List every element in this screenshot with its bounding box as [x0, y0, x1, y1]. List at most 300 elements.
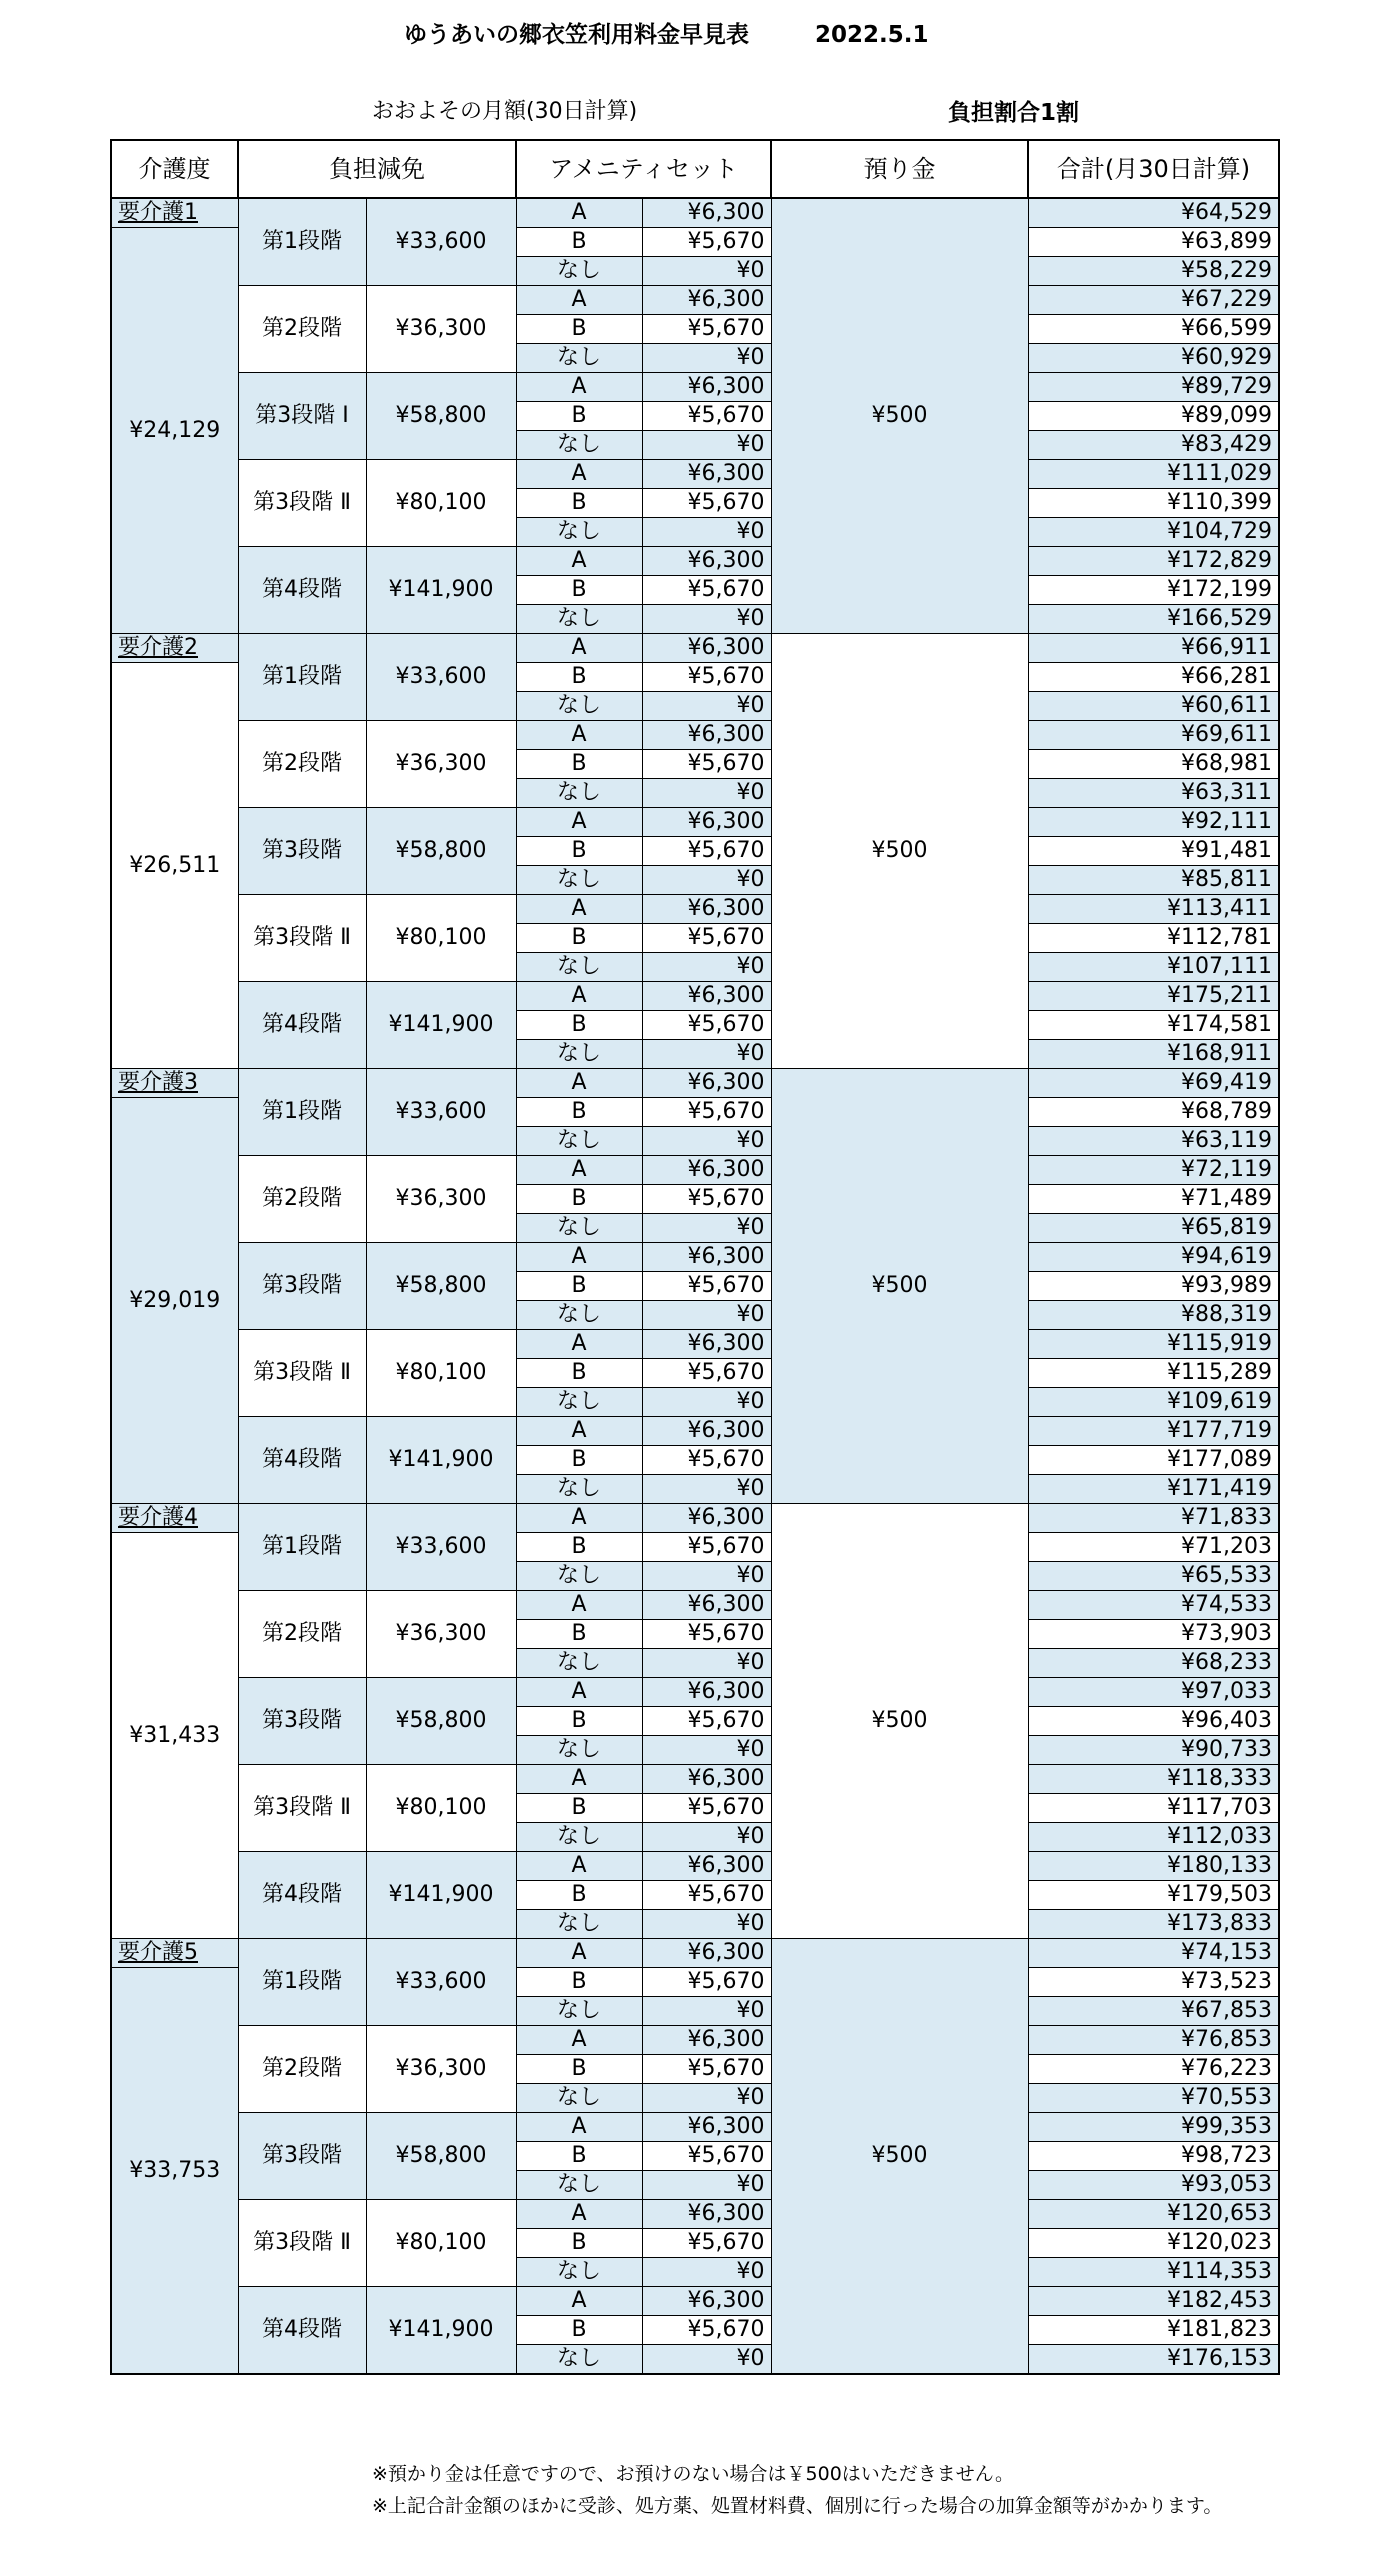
amenity-price: ¥0: [642, 1562, 771, 1591]
amenity-price: ¥5,670: [642, 1446, 771, 1475]
total-amount: ¥172,199: [1028, 576, 1279, 605]
total-amount: ¥58,229: [1028, 257, 1279, 286]
care-level-label: [111, 1069, 238, 1098]
amenity-type: なし: [516, 692, 642, 721]
stage-name: 第3段階: [238, 808, 366, 895]
subtitle-monthly: おおよその月額(30日計算): [372, 99, 638, 124]
total-amount: ¥71,203: [1028, 1533, 1279, 1562]
total-amount: ¥73,523: [1028, 1968, 1279, 1997]
amenity-price: ¥0: [642, 1910, 771, 1939]
amenity-price: ¥5,670: [642, 1968, 771, 1997]
stage-name: 第3段階: [238, 2113, 366, 2200]
stage-fee: ¥36,300: [366, 721, 516, 808]
total-amount: ¥171,419: [1028, 1475, 1279, 1504]
stage-fee: ¥36,300: [366, 286, 516, 373]
total-amount: ¥63,119: [1028, 1127, 1279, 1156]
table-row: [111, 1417, 1279, 1446]
amenity-price: ¥5,670: [642, 1185, 771, 1214]
amenity-price: ¥6,300: [642, 808, 771, 837]
stage-fee: ¥141,900: [366, 1852, 516, 1939]
amenity-type: B: [516, 2229, 642, 2258]
amenity-type: A: [516, 286, 642, 315]
care-level-label: [111, 634, 238, 663]
amenity-type: A: [516, 1069, 642, 1098]
stage-fee: ¥33,600: [366, 198, 516, 286]
stage-fee: ¥80,100: [366, 2200, 516, 2287]
amenity-type: なし: [516, 518, 642, 547]
amenity-type: なし: [516, 2171, 642, 2200]
amenity-type: A: [516, 2200, 642, 2229]
table-row: [111, 808, 1279, 837]
amenity-price: ¥6,300: [642, 1939, 771, 1968]
care-level-text: 要介護2: [118, 635, 198, 660]
amenity-price: ¥0: [642, 953, 771, 982]
col-header-deposit: 預り金: [771, 140, 1028, 198]
total-amount: ¥120,653: [1028, 2200, 1279, 2229]
amenity-type: A: [516, 808, 642, 837]
amenity-type: B: [516, 2316, 642, 2345]
stage-fee: ¥80,100: [366, 1765, 516, 1852]
deposit-amount: ¥500: [771, 634, 1028, 1069]
amenity-price: ¥5,670: [642, 1794, 771, 1823]
total-amount: ¥166,529: [1028, 605, 1279, 634]
amenity-type: A: [516, 1504, 642, 1533]
amenity-price: ¥6,300: [642, 286, 771, 315]
fee-table: [110, 139, 1280, 2375]
amenity-price: ¥6,300: [642, 1417, 771, 1446]
total-amount: ¥74,153: [1028, 1939, 1279, 1968]
amenity-type: A: [516, 547, 642, 576]
amenity-price: ¥5,670: [642, 402, 771, 431]
amenity-price: ¥0: [642, 1736, 771, 1765]
amenity-price: ¥0: [642, 2171, 771, 2200]
stage-name: 第1段階: [238, 1069, 366, 1156]
amenity-type: B: [516, 1533, 642, 1562]
amenity-type: なし: [516, 605, 642, 634]
amenity-type: A: [516, 2026, 642, 2055]
stage-name: 第1段階: [238, 1939, 366, 2026]
amenity-price: ¥0: [642, 518, 771, 547]
total-amount: ¥70,553: [1028, 2084, 1279, 2113]
total-amount: ¥115,919: [1028, 1330, 1279, 1359]
stage-fee: ¥36,300: [366, 1156, 516, 1243]
table-row: [111, 1330, 1279, 1359]
stage-fee: ¥141,900: [366, 2287, 516, 2375]
amenity-type: B: [516, 1446, 642, 1475]
amenity-price: ¥6,300: [642, 2026, 771, 2055]
amenity-price: ¥5,670: [642, 663, 771, 692]
total-amount: ¥66,281: [1028, 663, 1279, 692]
amenity-type: なし: [516, 1649, 642, 1678]
deposit-amount: ¥500: [771, 1939, 1028, 2375]
amenity-price: ¥5,670: [642, 228, 771, 257]
amenity-type: B: [516, 1620, 642, 1649]
total-amount: ¥176,153: [1028, 2345, 1279, 2375]
amenity-type: なし: [516, 1388, 642, 1417]
total-amount: ¥66,911: [1028, 634, 1279, 663]
amenity-type: A: [516, 1939, 642, 1968]
amenity-price: ¥0: [642, 1997, 771, 2026]
amenity-price: ¥6,300: [642, 2200, 771, 2229]
total-amount: ¥90,733: [1028, 1736, 1279, 1765]
stage-name: 第2段階: [238, 721, 366, 808]
amenity-type: B: [516, 1794, 642, 1823]
stage-name: 第3段階 Ⅱ: [238, 2200, 366, 2287]
table-row: [111, 982, 1279, 1011]
stage-fee: ¥80,100: [366, 895, 516, 982]
total-amount: ¥181,823: [1028, 2316, 1279, 2345]
amenity-price: ¥6,300: [642, 1678, 771, 1707]
amenity-price: ¥6,300: [642, 1591, 771, 1620]
amenity-type: A: [516, 634, 642, 663]
table-row: [111, 2287, 1279, 2316]
amenity-price: ¥6,300: [642, 634, 771, 663]
total-amount: ¥110,399: [1028, 489, 1279, 518]
care-level-amount: ¥31,433: [111, 1533, 238, 1939]
total-amount: ¥68,233: [1028, 1649, 1279, 1678]
total-amount: ¥92,111: [1028, 808, 1279, 837]
amenity-type: なし: [516, 1214, 642, 1243]
amenity-type: なし: [516, 1475, 642, 1504]
amenity-type: なし: [516, 953, 642, 982]
care-level-label: [111, 1939, 238, 1968]
amenity-type: なし: [516, 779, 642, 808]
amenity-price: ¥6,300: [642, 1330, 771, 1359]
amenity-type: B: [516, 924, 642, 953]
amenity-price: ¥6,300: [642, 1156, 771, 1185]
amenity-type: なし: [516, 431, 642, 460]
total-amount: ¥112,781: [1028, 924, 1279, 953]
table-row: [111, 1852, 1279, 1881]
total-amount: ¥68,789: [1028, 1098, 1279, 1127]
amenity-price: ¥0: [642, 257, 771, 286]
total-amount: ¥177,719: [1028, 1417, 1279, 1446]
subtitle-burden-ratio: 負担割合1割: [948, 100, 1080, 126]
total-amount: ¥177,089: [1028, 1446, 1279, 1475]
table-header-row: [111, 140, 1279, 198]
total-amount: ¥107,111: [1028, 953, 1279, 982]
amenity-price: ¥6,300: [642, 1765, 771, 1794]
amenity-price: ¥6,300: [642, 982, 771, 1011]
care-level-text: 要介護1: [118, 200, 198, 225]
total-amount: ¥109,619: [1028, 1388, 1279, 1417]
table-row: [111, 721, 1279, 750]
care-level-label: [111, 198, 238, 228]
total-amount: ¥97,033: [1028, 1678, 1279, 1707]
total-amount: ¥60,929: [1028, 344, 1279, 373]
amenity-type: なし: [516, 866, 642, 895]
amenity-price: ¥5,670: [642, 924, 771, 953]
amenity-price: ¥6,300: [642, 1852, 771, 1881]
table-row: [111, 460, 1279, 489]
table-row: [111, 373, 1279, 402]
amenity-price: ¥6,300: [642, 721, 771, 750]
amenity-type: B: [516, 750, 642, 779]
stage-fee: ¥36,300: [366, 1591, 516, 1678]
amenity-type: なし: [516, 2345, 642, 2375]
total-amount: ¥69,611: [1028, 721, 1279, 750]
fee-table-body: [111, 198, 1279, 2374]
care-level-amount: ¥33,753: [111, 1968, 238, 2375]
amenity-price: ¥5,670: [642, 1359, 771, 1388]
stage-name: 第4段階: [238, 1417, 366, 1504]
amenity-type: B: [516, 1968, 642, 1997]
amenity-type: なし: [516, 1823, 642, 1852]
table-row: [111, 2200, 1279, 2229]
stage-name: 第3段階 Ⅱ: [238, 1330, 366, 1417]
amenity-price: ¥6,300: [642, 2113, 771, 2142]
col-header-burden-reduction: 負担減免: [238, 140, 516, 198]
amenity-type: A: [516, 198, 642, 228]
total-amount: ¥76,853: [1028, 2026, 1279, 2055]
table-row: [111, 286, 1279, 315]
amenity-price: ¥5,670: [642, 1881, 771, 1910]
total-amount: ¥117,703: [1028, 1794, 1279, 1823]
amenity-type: なし: [516, 344, 642, 373]
deposit-amount: ¥500: [771, 1504, 1028, 1939]
amenity-price: ¥5,670: [642, 2055, 771, 2084]
total-amount: ¥65,819: [1028, 1214, 1279, 1243]
amenity-type: なし: [516, 1736, 642, 1765]
stage-fee: ¥33,600: [366, 634, 516, 721]
amenity-price: ¥5,670: [642, 1098, 771, 1127]
amenity-price: ¥5,670: [642, 489, 771, 518]
total-amount: ¥89,729: [1028, 373, 1279, 402]
amenity-price: ¥0: [642, 2084, 771, 2113]
amenity-price: ¥6,300: [642, 460, 771, 489]
amenity-type: なし: [516, 1997, 642, 2026]
amenity-type: B: [516, 1185, 642, 1214]
care-level-amount: ¥24,129: [111, 228, 238, 634]
amenity-type: B: [516, 1707, 642, 1736]
amenity-price: ¥5,670: [642, 1533, 771, 1562]
stage-fee: ¥141,900: [366, 1417, 516, 1504]
total-amount: ¥68,981: [1028, 750, 1279, 779]
amenity-type: A: [516, 1243, 642, 1272]
care-level-amount: ¥26,511: [111, 663, 238, 1069]
amenity-price: ¥0: [642, 2258, 771, 2287]
amenity-price: ¥0: [642, 1823, 771, 1852]
total-amount: ¥72,119: [1028, 1156, 1279, 1185]
total-amount: ¥63,899: [1028, 228, 1279, 257]
total-amount: ¥93,053: [1028, 2171, 1279, 2200]
amenity-type: B: [516, 2142, 642, 2171]
amenity-type: B: [516, 1011, 642, 1040]
total-amount: ¥182,453: [1028, 2287, 1279, 2316]
amenity-price: ¥0: [642, 692, 771, 721]
total-amount: ¥113,411: [1028, 895, 1279, 924]
total-amount: ¥85,811: [1028, 866, 1279, 895]
total-amount: ¥73,903: [1028, 1620, 1279, 1649]
stage-fee: ¥58,800: [366, 1243, 516, 1330]
amenity-type: B: [516, 837, 642, 866]
amenity-type: なし: [516, 1127, 642, 1156]
stage-fee: ¥58,800: [366, 373, 516, 460]
total-amount: ¥67,853: [1028, 1997, 1279, 2026]
total-amount: ¥65,533: [1028, 1562, 1279, 1591]
total-amount: ¥74,533: [1028, 1591, 1279, 1620]
amenity-type: B: [516, 663, 642, 692]
total-amount: ¥174,581: [1028, 1011, 1279, 1040]
total-amount: ¥111,029: [1028, 460, 1279, 489]
amenity-price: ¥5,670: [642, 2316, 771, 2345]
total-amount: ¥89,099: [1028, 402, 1279, 431]
table-row: [111, 1939, 1279, 1968]
stage-name: 第1段階: [238, 1504, 366, 1591]
total-amount: ¥71,833: [1028, 1504, 1279, 1533]
table-row: [111, 2113, 1279, 2142]
amenity-type: A: [516, 2287, 642, 2316]
stage-name: 第3段階: [238, 1678, 366, 1765]
total-amount: ¥96,403: [1028, 1707, 1279, 1736]
amenity-price: ¥5,670: [642, 2142, 771, 2171]
stage-fee: ¥33,600: [366, 1069, 516, 1156]
amenity-type: A: [516, 1591, 642, 1620]
total-amount: ¥175,211: [1028, 982, 1279, 1011]
amenity-price: ¥6,300: [642, 373, 771, 402]
stage-name: 第3段階 Ⅱ: [238, 460, 366, 547]
total-amount: ¥60,611: [1028, 692, 1279, 721]
amenity-price: ¥0: [642, 866, 771, 895]
amenity-type: B: [516, 576, 642, 605]
stage-name: 第2段階: [238, 286, 366, 373]
table-row: [111, 198, 1279, 228]
stage-fee: ¥141,900: [366, 547, 516, 634]
total-amount: ¥67,229: [1028, 286, 1279, 315]
col-header-amenity-set: アメニティセット: [516, 140, 771, 198]
amenity-price: ¥6,300: [642, 1504, 771, 1533]
amenity-type: A: [516, 1417, 642, 1446]
amenity-type: B: [516, 1359, 642, 1388]
col-header-total: 合計(月30日計算): [1028, 140, 1279, 198]
amenity-type: A: [516, 1156, 642, 1185]
total-amount: ¥120,023: [1028, 2229, 1279, 2258]
amenity-type: B: [516, 2055, 642, 2084]
stage-fee: ¥80,100: [366, 460, 516, 547]
stage-fee: ¥80,100: [366, 1330, 516, 1417]
amenity-type: B: [516, 1881, 642, 1910]
amenity-price: ¥6,300: [642, 198, 771, 228]
col-header-care-level: 介護度: [111, 140, 238, 198]
stage-fee: ¥58,800: [366, 808, 516, 895]
table-row: [111, 1678, 1279, 1707]
amenity-price: ¥5,670: [642, 1272, 771, 1301]
stage-name: 第1段階: [238, 198, 366, 286]
amenity-price: ¥0: [642, 344, 771, 373]
deposit-amount: ¥500: [771, 1069, 1028, 1504]
amenity-price: ¥5,670: [642, 837, 771, 866]
amenity-price: ¥0: [642, 605, 771, 634]
total-amount: ¥172,829: [1028, 547, 1279, 576]
amenity-price: ¥5,670: [642, 1620, 771, 1649]
amenity-price: ¥0: [642, 1649, 771, 1678]
amenity-type: A: [516, 1852, 642, 1881]
table-row: [111, 2026, 1279, 2055]
amenity-type: B: [516, 402, 642, 431]
stage-name: 第4段階: [238, 1852, 366, 1939]
care-level-text: 要介護5: [118, 1940, 198, 1965]
table-row: [111, 1156, 1279, 1185]
total-amount: ¥93,989: [1028, 1272, 1279, 1301]
amenity-type: A: [516, 373, 642, 402]
footnote-extra-costs: ※上記合計金額のほかに受診、処方薬、処置材料費、個別に行った場合の加算金額等がかかります。: [372, 2495, 1223, 2517]
amenity-type: なし: [516, 1040, 642, 1069]
total-amount: ¥179,503: [1028, 1881, 1279, 1910]
amenity-price: ¥5,670: [642, 315, 771, 344]
amenity-price: ¥5,670: [642, 1707, 771, 1736]
total-amount: ¥63,311: [1028, 779, 1279, 808]
amenity-price: ¥5,670: [642, 576, 771, 605]
table-row: [111, 1504, 1279, 1533]
amenity-type: なし: [516, 2084, 642, 2113]
amenity-price: ¥0: [642, 1388, 771, 1417]
stage-name: 第3段階 Ⅱ: [238, 895, 366, 982]
total-amount: ¥64,529: [1028, 198, 1279, 228]
title-date: 2022.5.1: [815, 22, 929, 48]
footnote-deposit: ※預かり金は任意ですので、お預けのない場合は￥500はいただきません。: [372, 2463, 1014, 2485]
table-row: [111, 895, 1279, 924]
stage-name: 第3段階 Ⅱ: [238, 1765, 366, 1852]
total-amount: ¥83,429: [1028, 431, 1279, 460]
table-row: [111, 634, 1279, 663]
amenity-price: ¥5,670: [642, 750, 771, 779]
amenity-type: B: [516, 489, 642, 518]
amenity-type: A: [516, 895, 642, 924]
amenity-price: ¥5,670: [642, 2229, 771, 2258]
table-row: [111, 1069, 1279, 1098]
amenity-type: A: [516, 460, 642, 489]
amenity-type: B: [516, 1272, 642, 1301]
stage-name: 第3段階: [238, 1243, 366, 1330]
total-amount: ¥88,319: [1028, 1301, 1279, 1330]
stage-name: 第1段階: [238, 634, 366, 721]
amenity-type: なし: [516, 1910, 642, 1939]
amenity-price: ¥0: [642, 1214, 771, 1243]
amenity-type: A: [516, 1330, 642, 1359]
amenity-type: A: [516, 1678, 642, 1707]
table-row: [111, 1243, 1279, 1272]
care-level-label: [111, 1504, 238, 1533]
deposit-amount: ¥500: [771, 198, 1028, 634]
total-amount: ¥76,223: [1028, 2055, 1279, 2084]
amenity-type: なし: [516, 1562, 642, 1591]
stage-name: 第4段階: [238, 982, 366, 1069]
amenity-type: B: [516, 315, 642, 344]
stage-fee: ¥141,900: [366, 982, 516, 1069]
total-amount: ¥98,723: [1028, 2142, 1279, 2171]
total-amount: ¥112,033: [1028, 1823, 1279, 1852]
total-amount: ¥104,729: [1028, 518, 1279, 547]
amenity-price: ¥6,300: [642, 1069, 771, 1098]
page-title: [404, 16, 929, 49]
stage-fee: ¥58,800: [366, 2113, 516, 2200]
amenity-price: ¥0: [642, 1301, 771, 1330]
total-amount: ¥99,353: [1028, 2113, 1279, 2142]
total-amount: ¥114,353: [1028, 2258, 1279, 2287]
care-level-amount: ¥29,019: [111, 1098, 238, 1504]
amenity-price: ¥5,670: [642, 1011, 771, 1040]
amenity-price: ¥0: [642, 1040, 771, 1069]
stage-fee: ¥58,800: [366, 1678, 516, 1765]
amenity-price: ¥0: [642, 779, 771, 808]
stage-name: 第4段階: [238, 2287, 366, 2375]
stage-name: 第3段階 Ⅰ: [238, 373, 366, 460]
total-amount: ¥180,133: [1028, 1852, 1279, 1881]
amenity-price: ¥6,300: [642, 2287, 771, 2316]
total-amount: ¥118,333: [1028, 1765, 1279, 1794]
stage-name: 第2段階: [238, 2026, 366, 2113]
care-level-text: 要介護3: [118, 1070, 198, 1095]
